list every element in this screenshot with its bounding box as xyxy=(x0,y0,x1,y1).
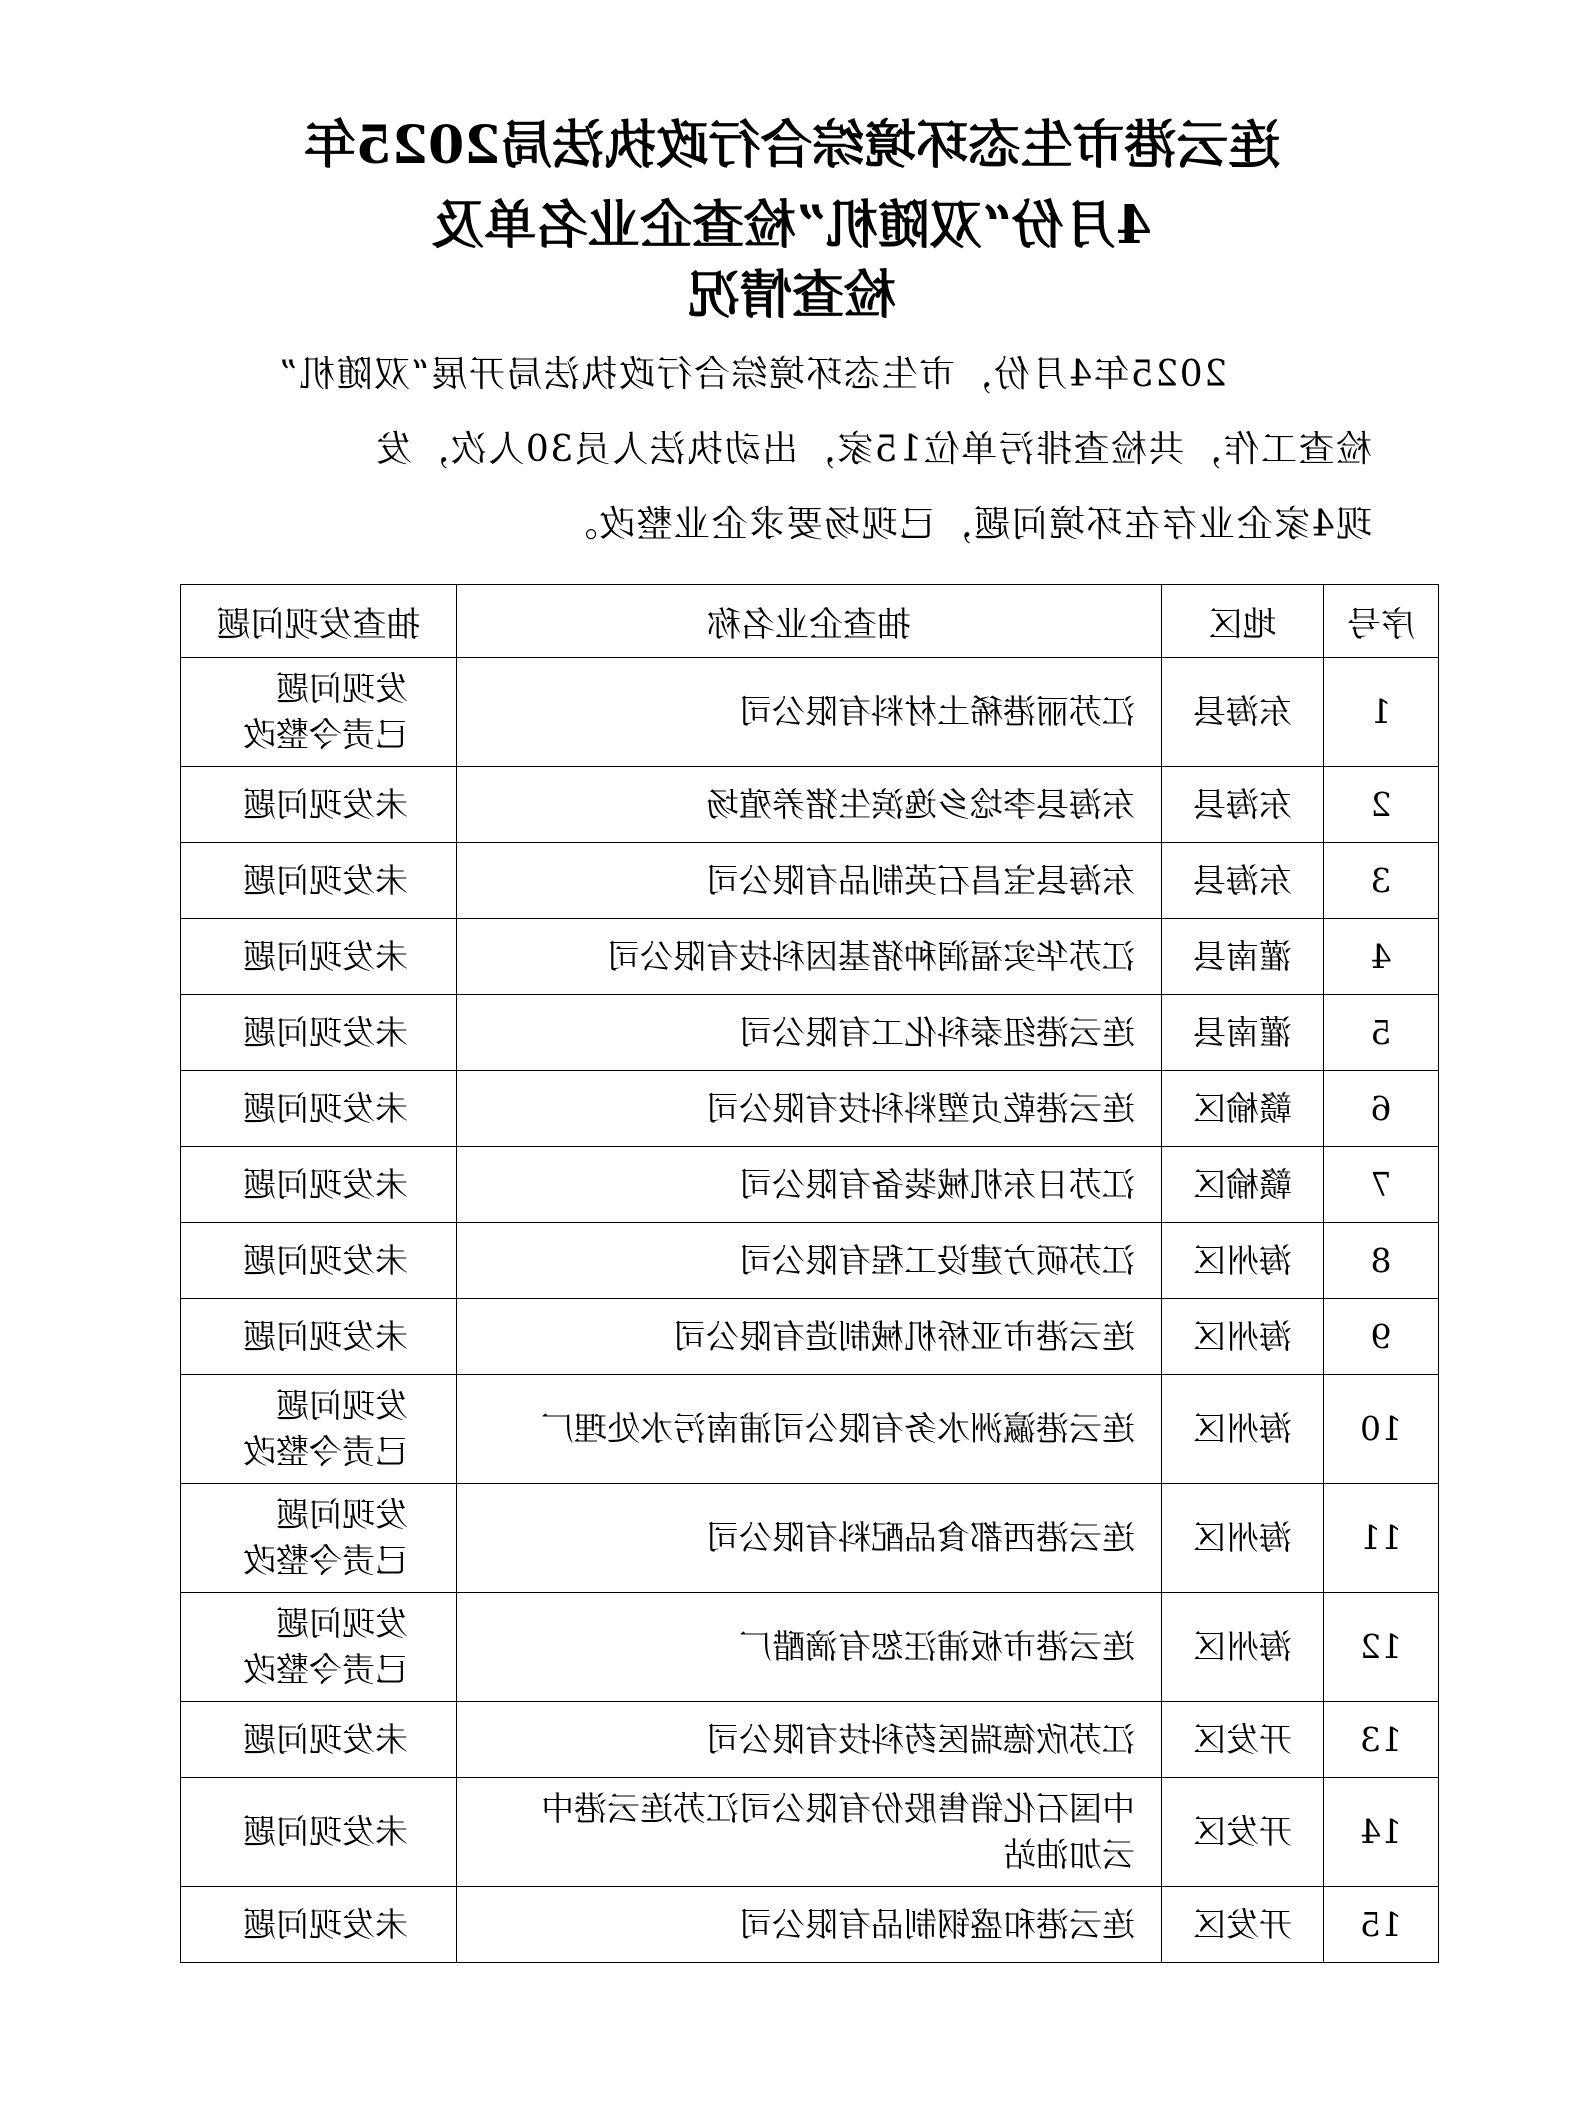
table-row xyxy=(181,1299,1439,1375)
cell-no: 3 xyxy=(1324,843,1439,919)
table-row xyxy=(181,1375,1439,1484)
cell-no: 12 xyxy=(1324,1593,1439,1702)
cell-no: 4 xyxy=(1324,919,1439,995)
cell-result: 未发现问题 xyxy=(181,995,457,1071)
cell-result: 未发现问题 xyxy=(181,1147,457,1223)
cell-company-name: 连云港和盛钢制品有限公司 xyxy=(457,1887,1162,1963)
cell-area: 东海县 xyxy=(1162,767,1324,843)
cell-result: 未发现问题 xyxy=(181,1299,457,1375)
table-row xyxy=(181,1702,1439,1778)
table-row xyxy=(181,995,1439,1071)
cell-area: 开发区 xyxy=(1162,1702,1324,1778)
cell-no: 7 xyxy=(1324,1147,1439,1223)
cell-no: 1 xyxy=(1324,658,1439,767)
table-row xyxy=(181,1484,1439,1593)
cell-result: 未发现问题 xyxy=(181,767,457,843)
cell-result: 发现问题 已责令整改 xyxy=(181,658,457,767)
cell-no: 6 xyxy=(1324,1071,1439,1147)
header-result: 抽查发现问题 xyxy=(181,585,457,658)
cell-company-name: 江苏欣德瑞医药科技有限公司 xyxy=(457,1702,1162,1778)
cell-area: 灌南县 xyxy=(1162,919,1324,995)
cell-area: 海州区 xyxy=(1162,1484,1324,1593)
cell-company-name: 江苏日东机械装备有限公司 xyxy=(457,1147,1162,1223)
cell-area: 海州区 xyxy=(1162,1299,1324,1375)
cell-no: 8 xyxy=(1324,1223,1439,1299)
page-title-line-2: 4月份“双随机”检查企业名单及 xyxy=(432,195,1153,256)
cell-result: 未发现问题 xyxy=(181,919,457,995)
cell-result: 未发现问题 xyxy=(181,1702,457,1778)
cell-no: 2 xyxy=(1324,767,1439,843)
cell-result: 发现问题 已责令整改 xyxy=(181,1593,457,1702)
header-name: 抽查企业名称 xyxy=(457,585,1162,658)
cell-area: 赣榆区 xyxy=(1162,1147,1324,1223)
table-row xyxy=(181,843,1439,919)
table-header-row xyxy=(181,585,1439,658)
cell-result: 发现问题 已责令整改 xyxy=(181,1375,457,1484)
inspection-table xyxy=(180,584,1439,1963)
cell-company-name: 东海县李埝乡逸滨生猪养殖场 xyxy=(457,767,1162,843)
cell-no: 15 xyxy=(1324,1887,1439,1963)
cell-result: 发现问题 已责令整改 xyxy=(181,1484,457,1593)
table-row xyxy=(181,1071,1439,1147)
cell-no: 13 xyxy=(1324,1702,1439,1778)
cell-company-name: 连云港瀛洲水务有限公司浦南污水处理厂 xyxy=(457,1375,1162,1484)
table-row xyxy=(181,1223,1439,1299)
cell-result: 未发现问题 xyxy=(181,843,457,919)
cell-company-name: 东海县宝昌石英制品有限公司 xyxy=(457,843,1162,919)
table-row xyxy=(181,658,1439,767)
intro-line-3: 现4家企业存在环境问题，已现场要求企业整改。 xyxy=(560,504,1372,545)
cell-result: 未发现问题 xyxy=(181,1223,457,1299)
table-row xyxy=(181,1887,1439,1963)
intro-line-2: 检查工作，共检查排污单位15家，出动执法人员30人次，发 xyxy=(374,429,1372,470)
table-row xyxy=(181,1593,1439,1702)
cell-area: 海州区 xyxy=(1162,1223,1324,1299)
table-body xyxy=(181,658,1439,1963)
header-no: 序号 xyxy=(1324,585,1439,658)
page-title-line-1: 连云港市生态环境综合行政执法局2025年 xyxy=(303,115,1281,176)
page-title-line-3: 检查情况 xyxy=(688,265,897,326)
cell-company-name: 连云港市板浦汪恕有滴醋厂 xyxy=(457,1593,1162,1702)
cell-no: 11 xyxy=(1324,1484,1439,1593)
cell-no: 10 xyxy=(1324,1375,1439,1484)
table-row xyxy=(181,1147,1439,1223)
cell-area: 东海县 xyxy=(1162,843,1324,919)
cell-no: 5 xyxy=(1324,995,1439,1071)
cell-company-name: 中国石化销售股份有限公司江苏连云港中 云加油站 xyxy=(457,1778,1162,1887)
cell-area: 海州区 xyxy=(1162,1593,1324,1702)
cell-area: 海州区 xyxy=(1162,1375,1324,1484)
cell-company-name: 连云港乾贞塑料科技有限公司 xyxy=(457,1071,1162,1147)
table-row xyxy=(181,767,1439,843)
table-row xyxy=(181,1778,1439,1887)
cell-company-name: 连云港市亚桥机械制造有限公司 xyxy=(457,1299,1162,1375)
cell-area: 灌南县 xyxy=(1162,995,1324,1071)
header-area: 地区 xyxy=(1162,585,1324,658)
cell-area: 开发区 xyxy=(1162,1887,1324,1963)
cell-company-name: 连云港西都食品配料有限公司 xyxy=(457,1484,1162,1593)
cell-company-name: 江苏丽港稀土材料有限公司 xyxy=(457,658,1162,767)
cell-area: 开发区 xyxy=(1162,1778,1324,1887)
intro-line-1: 2025年4月份，市生态环境综合行政执法局开展“双随机” xyxy=(277,354,1227,395)
cell-company-name: 连云港纽泰科化工有限公司 xyxy=(457,995,1162,1071)
cell-no: 14 xyxy=(1324,1778,1439,1887)
cell-result: 未发现问题 xyxy=(181,1887,457,1963)
cell-result: 未发现问题 xyxy=(181,1071,457,1147)
cell-company-name: 江苏华实福润种猪基因科技有限公司 xyxy=(457,919,1162,995)
cell-result: 未发现问题 xyxy=(181,1778,457,1887)
cell-area: 赣榆区 xyxy=(1162,1071,1324,1147)
cell-area: 东海县 xyxy=(1162,658,1324,767)
cell-no: 9 xyxy=(1324,1299,1439,1375)
table-row xyxy=(181,919,1439,995)
cell-company-name: 江苏硕方建设工程有限公司 xyxy=(457,1223,1162,1299)
